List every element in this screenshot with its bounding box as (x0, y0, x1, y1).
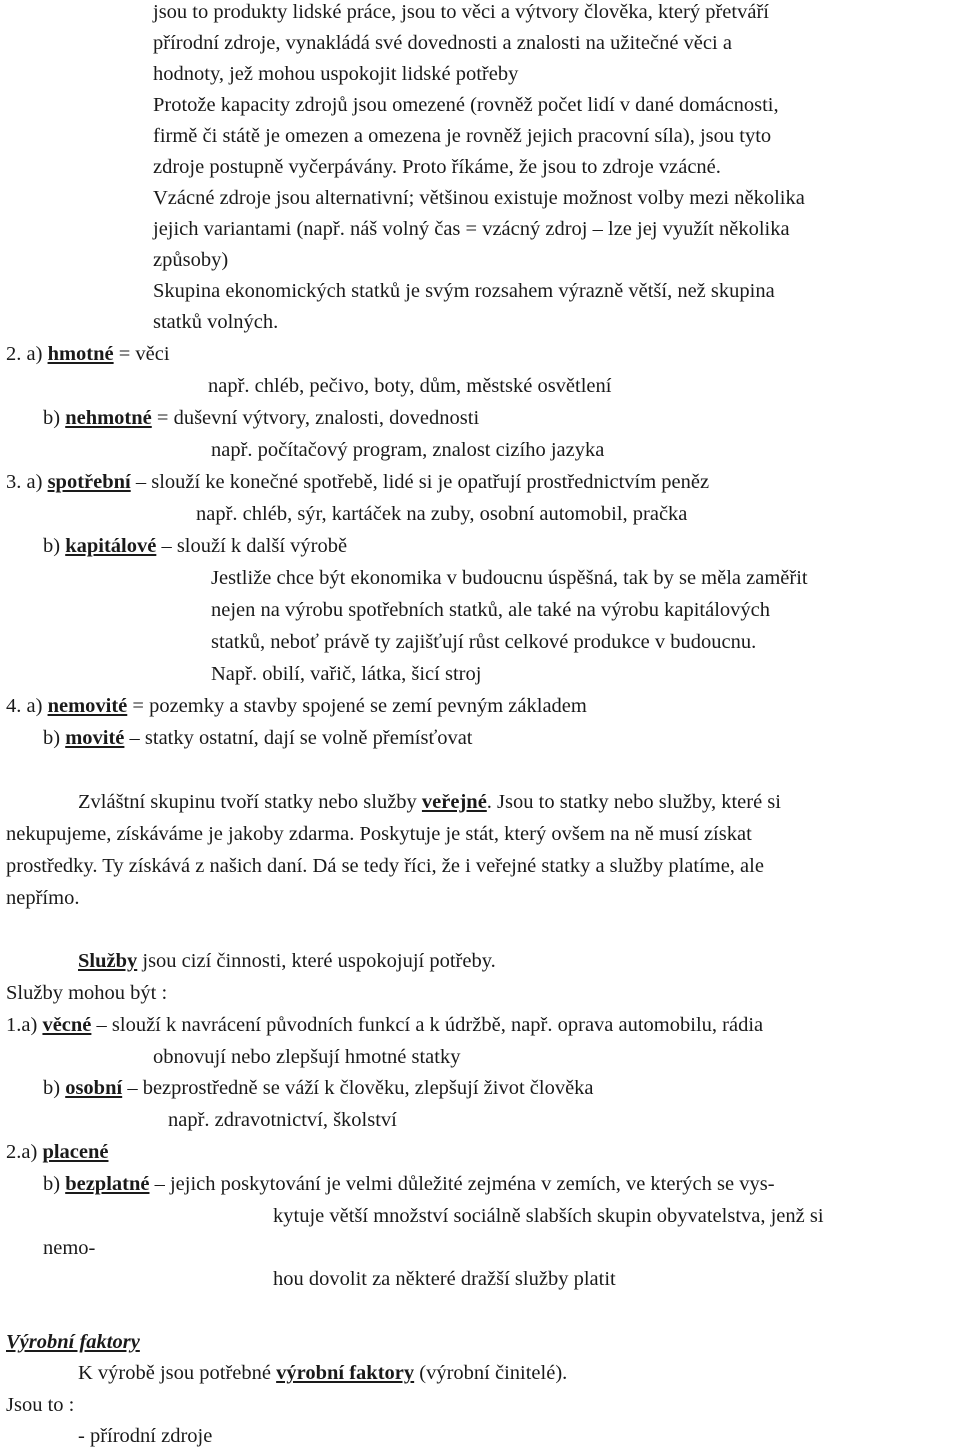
text-line: Protože kapacity zdrojů jsou omezené (rovněž počet lidí v dané domácnosti, (153, 94, 779, 116)
item-prefix: 4. a) (6, 695, 48, 717)
text-line: způsoby) (153, 249, 229, 271)
term-vyrobni-faktory: výrobní faktory (276, 1362, 415, 1384)
item-rest: – slouží k další výrobě (156, 535, 348, 557)
text-line: jejich variantami (např. náš volný čas = vzácný zdroj – lze jej využít několika (153, 218, 790, 240)
item-prefix: b) (43, 535, 66, 557)
text-line: Vzácné zdroje jsou alternativní; většinou existuje možnost volby mezi několika (153, 187, 805, 209)
term-placene: placené (42, 1141, 109, 1163)
term-osobni: osobní (65, 1077, 123, 1099)
text-line: např. zdravotnictví, školství (168, 1109, 397, 1131)
term-movite: movité (65, 727, 125, 749)
text-line: nemo- (43, 1237, 96, 1259)
term-nehmotne: nehmotné (65, 407, 152, 429)
text-line: např. chléb, sýr, kartáček na zuby, osobní automobil, pračka (196, 503, 688, 525)
text-line: přírodní zdroje, vynakládá své dovednosti a znalosti na užitečné věci a (153, 32, 732, 54)
item-rest: – slouží ke konečné spotřebě, lidé si je opatřují prostřednictvím peněz (130, 471, 710, 493)
item-prefix: 2.a) (6, 1141, 43, 1163)
text-line: např. počítačový program, znalost cizího jazyka (211, 439, 605, 461)
public-rest: . Jsou to statky nebo služby, které si (486, 791, 781, 813)
term-verejne: veřejné (421, 791, 487, 813)
list-item-bullet: - přírodní zdroje (78, 1425, 213, 1447)
public-lead: Zvláštní skupinu tvoří statky nebo služby (78, 791, 422, 813)
paragraph-services (78, 949, 496, 973)
item-rest: = věci (113, 343, 170, 365)
list-item-vecne (6, 1013, 763, 1037)
term-hmotne: hmotné (47, 343, 114, 365)
list-item-kapitalove (43, 534, 347, 558)
item-rest: = pozemky a stavby spojené se zemí pevným základem (127, 695, 587, 717)
list-item-hmotne (6, 342, 170, 366)
text-line: Jsou to : (6, 1394, 75, 1416)
term-spotrebni: spotřební (47, 471, 131, 493)
text-line: Skupina ekonomických statků je svým rozsahem výrazně větší, než skupina (153, 280, 775, 302)
term-sluzby: Služby (78, 950, 138, 972)
text-line: firmě či státě je omezen a omezena je rovněž jejich pracovní síla), jsou tyto (153, 125, 772, 147)
text-line: obnovují nebo zlepšují hmotné statky (153, 1046, 461, 1068)
list-item-bezplatne (43, 1172, 775, 1196)
factors-rest: (výrobní činitelé). (414, 1362, 568, 1384)
services-rest: jsou cizí činnosti, které uspokojují potřeby. (137, 950, 496, 972)
text-line: prostředky. Ty získává z našich daní. Dá se tedy říci, že i veřejné statky a služby platíme, ale (6, 855, 764, 877)
term-vecne: věcné (42, 1014, 92, 1036)
item-prefix: 1.a) (6, 1014, 43, 1036)
text-line: Jestliže chce být ekonomika v budoucnu úspěšná, tak by se měla zaměřit (211, 567, 808, 589)
item-prefix: 3. a) (6, 471, 48, 493)
text-line: statků volných. (153, 311, 279, 333)
text-line: Např. obilí, vařič, látka, šicí stroj (211, 663, 482, 685)
paragraph-public-goods (78, 790, 781, 814)
text-line: např. chléb, pečivo, boty, dům, městské osvětlení (208, 375, 612, 397)
text-line: nejen na výrobu spotřebních statků, ale také na výrobu kapitálových (211, 599, 771, 621)
term-nemovite: nemovité (47, 695, 128, 717)
text-line: kytuje větší množství sociálně slabších skupin obyvatelstva, jenž si (273, 1205, 824, 1227)
list-item-nehmotne (43, 406, 479, 430)
list-item-osobni (43, 1076, 594, 1100)
section-heading: Výrobní faktory (6, 1331, 140, 1353)
item-rest: = duševní výtvory, znalosti, dovednosti (151, 407, 480, 429)
text-line: jsou to produkty lidské práce, jsou to věci a výtvory člověka, který přetváří (153, 1, 769, 23)
item-prefix: b) (43, 1077, 66, 1099)
item-rest: – statky ostatní, dají se volně přemísťovat (124, 727, 473, 749)
text-line: statků, neboť právě ty zajišťují růst celkové produkce v budoucnu. (211, 631, 757, 653)
text-line: zdroje postupně vyčerpávány. Proto říkáme, že jsou to zdroje vzácné. (153, 156, 721, 178)
text-line: nekupujeme, získáváme je jakoby zdarma. Poskytuje je stát, který ovšem na ně musí získat (6, 823, 752, 845)
item-prefix: b) (43, 727, 66, 749)
item-rest: – jejich poskytování je velmi důležité zejména v zemích, ve kterých se vys- (149, 1173, 775, 1195)
list-item-spotrebni (6, 470, 709, 494)
text-line: nepřímo. (6, 887, 80, 909)
factors-lead: K výrobě jsou potřebné (78, 1362, 277, 1384)
list-item-movite (43, 726, 473, 750)
item-prefix: b) (43, 407, 66, 429)
term-bezplatne: bezplatné (65, 1173, 150, 1195)
term-kapitalove: kapitálové (65, 535, 157, 557)
item-prefix: 2. a) (6, 343, 48, 365)
text-line: hou dovolit za některé dražší služby platit (273, 1268, 616, 1290)
list-item-nemovite (6, 694, 587, 718)
paragraph-factors (78, 1361, 567, 1385)
item-prefix: b) (43, 1173, 66, 1195)
item-rest: – slouží k navrácení původních funkcí a k údržbě, např. oprava automobilu, rádia (91, 1014, 764, 1036)
list-item-placene (6, 1140, 108, 1164)
item-rest: – bezprostředně se váží k člověku, zlepšují život člověka (122, 1077, 594, 1099)
text-line: Služby mohou být : (6, 982, 168, 1004)
text-line: hodnoty, jež mohou uspokojit lidské potřeby (153, 63, 519, 85)
